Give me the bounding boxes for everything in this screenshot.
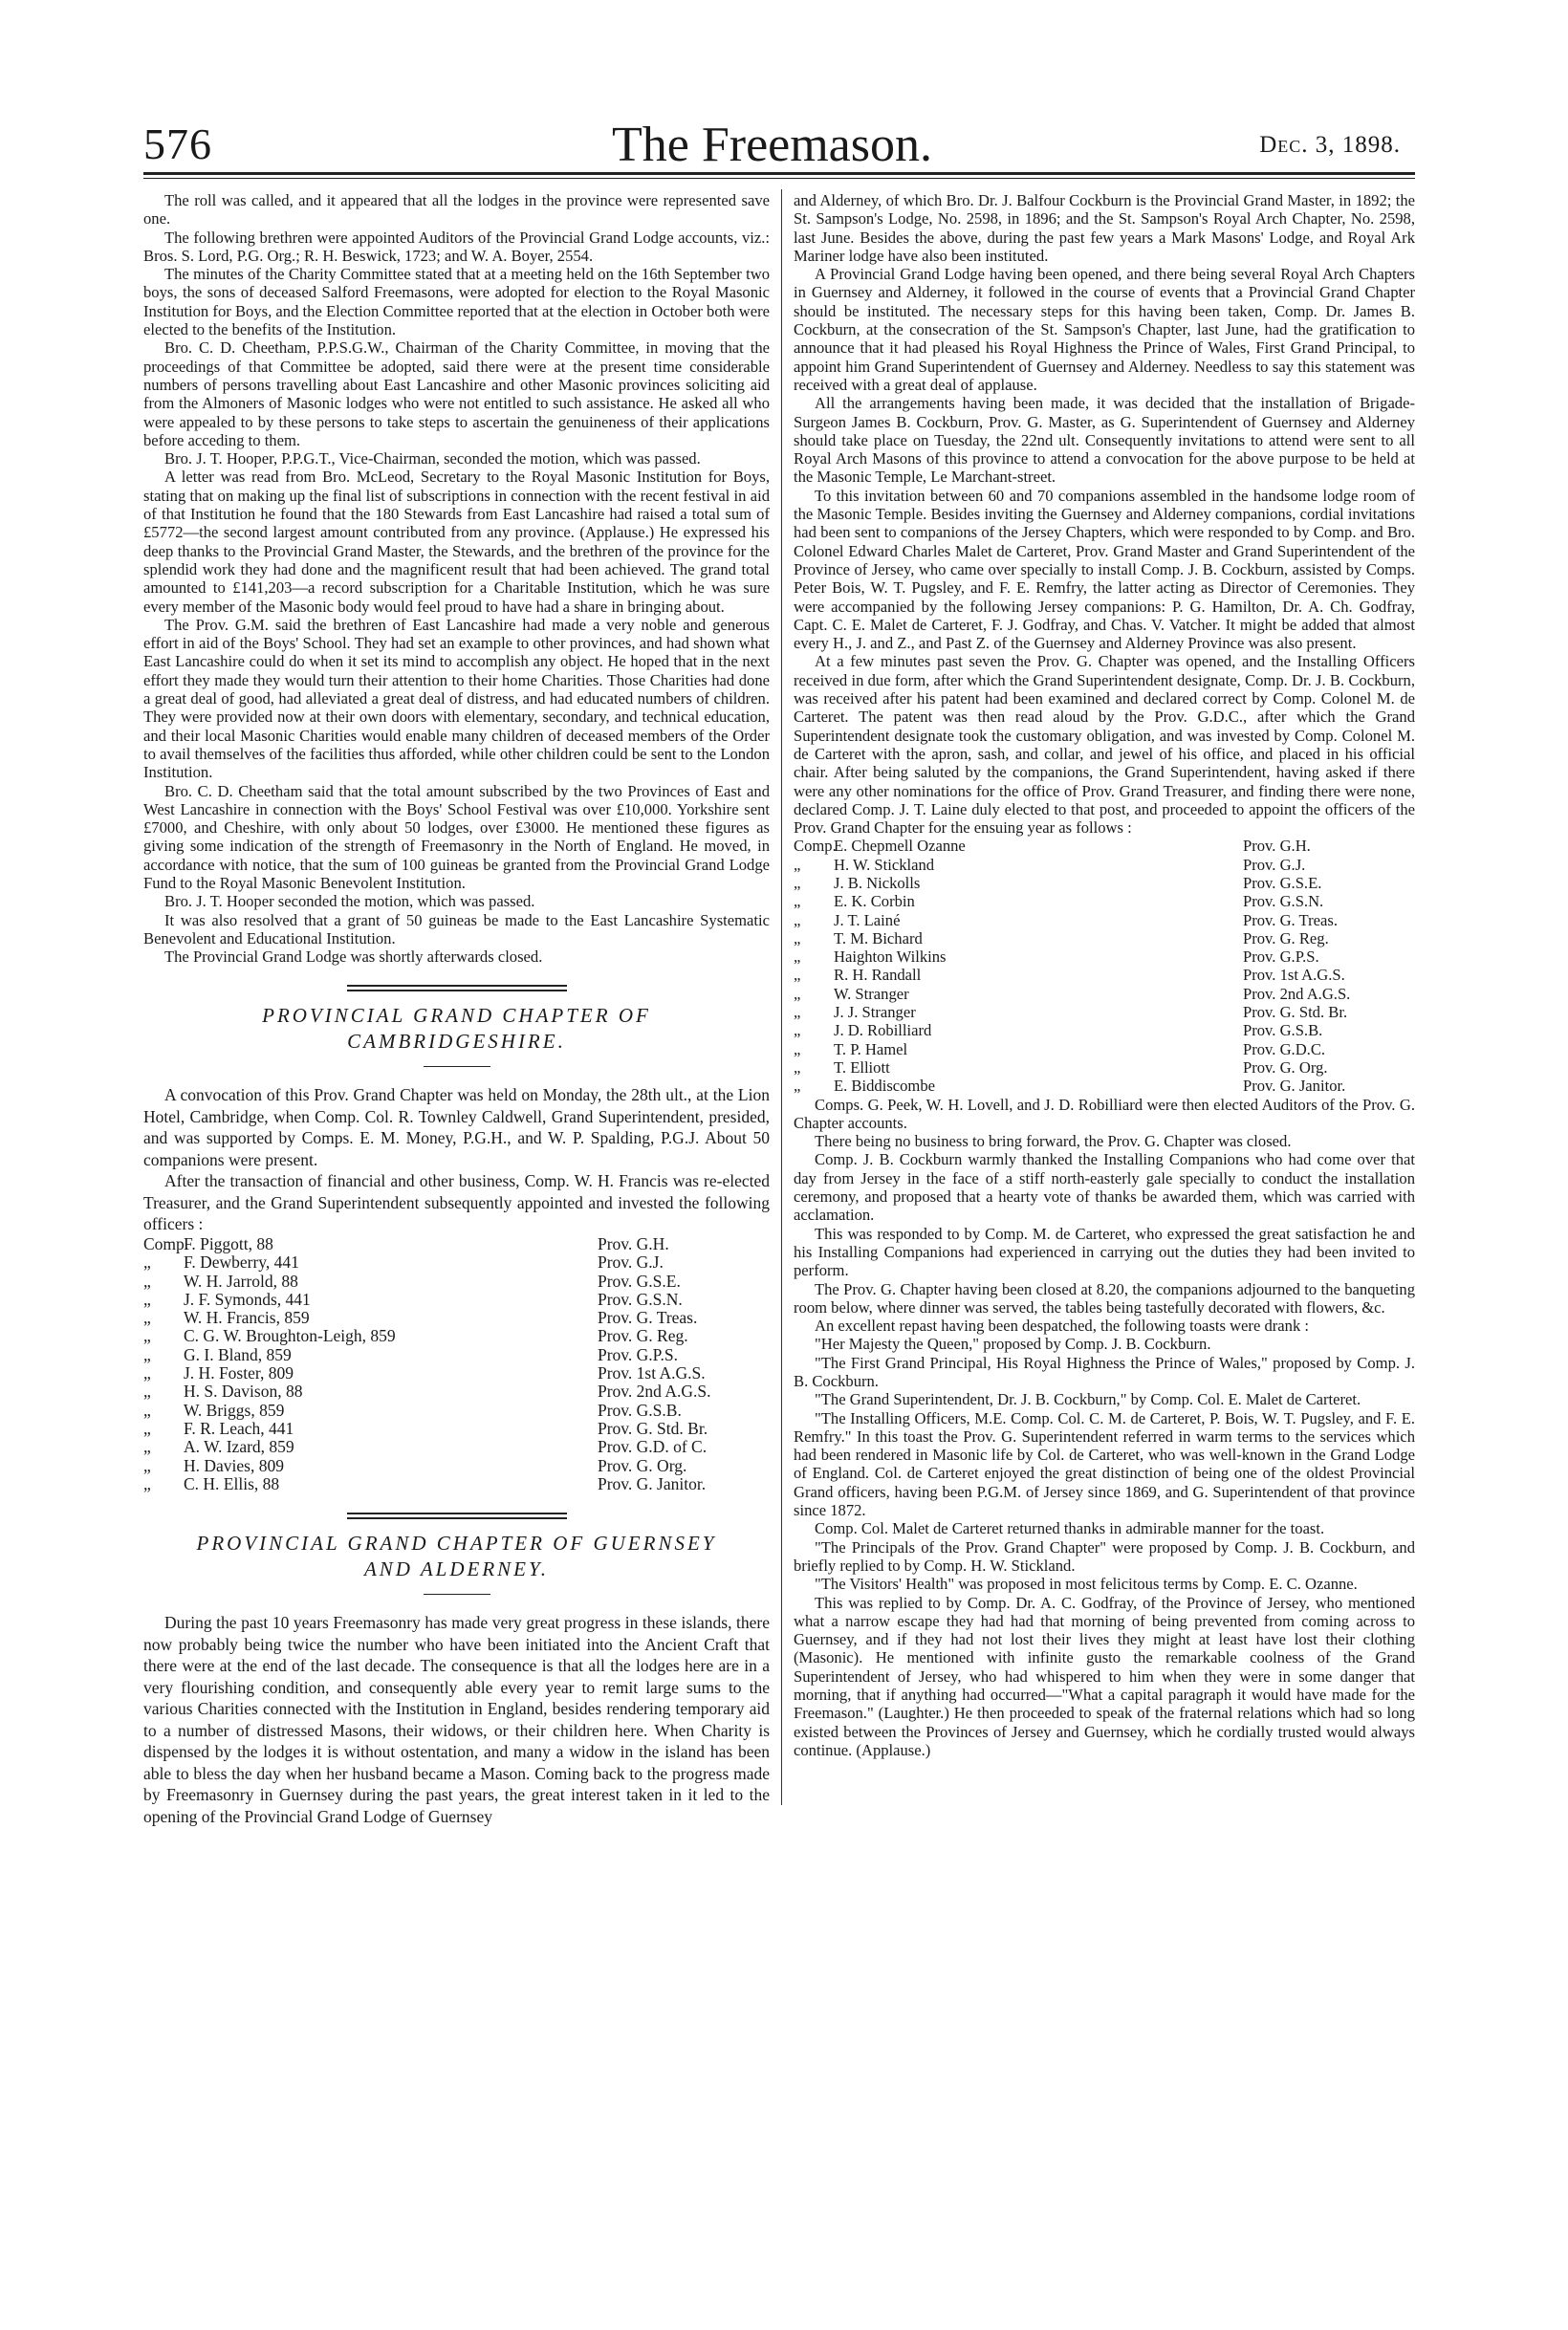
- officer-row: [143, 1273, 770, 1291]
- paragraph: An excellent repast having been despatched, the following toasts were drank :: [815, 1317, 1309, 1336]
- officer-name: C. G. W. Broughton-Leigh, 859: [184, 1326, 396, 1346]
- section-rule: [347, 985, 567, 991]
- officer-office: Prov. 1st A.G.S.: [1243, 966, 1345, 985]
- paragraph: A Provincial Grand Lodge having been opened, and there being several Royal Arch Chapters in Guernsey and Alderney, it followed in the course of events that a Provincial Grand Chapter should be instituted. The necessary steps for this having been taken, Comp. Dr. James B. Cockburn, at the consecration of the St. Sampson's Chapter, last June, had the gratification to announce that it had pleased his Royal Highness the Prince of Wales, First Grand Principal, to appoint him Grand Superintendent of Guernsey and Alderney. Needless to say this statement was received with a great deal of applause.: [794, 265, 1415, 394]
- officer-office: Prov. G.P.S.: [598, 1344, 678, 1364]
- officer-prefix: Comp.: [143, 1233, 189, 1253]
- officer-office: Prov. G. Treas.: [598, 1308, 698, 1328]
- officer-row: [143, 1420, 770, 1438]
- officer-prefix: „: [794, 1077, 801, 1096]
- officer-name: H. W. Stickland: [834, 855, 935, 874]
- paragraph: Comps. G. Peek, W. H. Lovell, and J. D. Robilliard were then elected Auditors of the Prov. G. Chapter accounts.: [794, 1095, 1415, 1132]
- officer-office: Prov. G. Treas.: [1243, 910, 1338, 929]
- officer-prefix: „: [143, 1400, 151, 1420]
- officer-name: F. Dewberry, 441: [184, 1252, 299, 1273]
- officer-office: Prov. 1st A.G.S.: [598, 1363, 706, 1383]
- paragraph: and Alderney, of which Bro. Dr. J. Balfour Cockburn is the Provincial Grand Master, in 1892; the St. Sampson's Lodge, No. 2598, in 1896; and the St. Sampson's Royal Arch Chapter, No. 2598, last June. Besides the above, during the past few years a Mark Masons' Lodge, and Royal Ark Mariner lodge have also been instituted.: [794, 191, 1415, 265]
- paragraph: Bro. J. T. Hooper, P.P.G.T., Vice-Chairman, seconded the motion, which was passed.: [164, 449, 701, 468]
- toast: "The Principals of the Prov. Grand Chapter" were proposed by Comp. J. B. Cockburn, and briefly replied to by Comp. H. W. Stickland.: [794, 1537, 1415, 1575]
- officer-row: [794, 837, 1415, 855]
- publication-title: The Freemason.: [611, 118, 932, 172]
- officer-row: [143, 1327, 770, 1345]
- masthead: [143, 118, 1401, 172]
- officer-name: W. Stranger: [834, 984, 909, 1003]
- officer-prefix: „: [143, 1308, 151, 1328]
- paragraph: The Provincial Grand Lodge was shortly afterwards closed.: [164, 947, 543, 967]
- masthead-rule: [143, 172, 1415, 179]
- officer-row: [794, 856, 1415, 874]
- heading-underline: [424, 1594, 490, 1595]
- paragraph: The roll was called, and it appeared that all the lodges in the province were represented save one.: [143, 191, 770, 229]
- officer-prefix: „: [794, 1021, 801, 1040]
- officer-office: Prov. G.D. of C.: [598, 1437, 708, 1457]
- toast: "Her Majesty the Queen," proposed by Comp. J. B. Cockburn.: [815, 1335, 1211, 1354]
- officer-prefix: „: [794, 1057, 801, 1077]
- officer-prefix: „: [143, 1455, 151, 1475]
- officer-prefix: „: [143, 1344, 151, 1364]
- officer-name: T. Elliott: [834, 1057, 890, 1077]
- officer-name: G. I. Bland, 859: [184, 1344, 292, 1364]
- officer-prefix: „: [143, 1289, 151, 1309]
- officer-prefix: „: [794, 984, 801, 1003]
- officer-name: W. H. Jarrold, 88: [184, 1271, 298, 1291]
- officer-name: J. H. Foster, 809: [184, 1363, 294, 1383]
- officer-office: Prov. 2nd A.G.S.: [598, 1382, 711, 1402]
- officer-prefix: „: [794, 966, 801, 985]
- officer-office: Prov. 2nd A.G.S.: [1243, 984, 1351, 1003]
- officer-row: [143, 1475, 770, 1493]
- officer-office: Prov. G. Std. Br.: [598, 1418, 708, 1438]
- officer-name: C. H. Ellis, 88: [184, 1473, 280, 1493]
- officer-prefix: „: [794, 855, 801, 874]
- toast: "The First Grand Principal, His Royal Highness the Prince of Wales," proposed by Comp. J. B. Cockburn.: [794, 1353, 1415, 1390]
- officer-prefix: „: [794, 947, 801, 967]
- officer-name: T. P. Hamel: [834, 1039, 908, 1058]
- officer-name: J. J. Stranger: [834, 1003, 916, 1022]
- paragraph: Bro. C. D. Cheetham said that the total amount subscribed by the two Provinces of East and West Lancashire in connection with the Boys' School Festival was over £10,000. Yorkshire sent £7000, and Cheshire, with only about 50 lodges, over £3000. He mentioned these figures as giving some indication of the strength of Freemasonry in the North of England. He moved, in accordance with notice, that the sum of 100 guineas be granted from the Provincial Grand Lodge Fund to the Royal Masonic Benevolent Institution.: [143, 781, 770, 892]
- paragraph: During the past 10 years Freemasonry has made very great progress in these islands, there now probably being twice the number who have been initiated into the Ancient Craft that there were at the end of the last decade. The consequence is that all the lodges here are in a very flourishing condition, and consequently able every year to remit large sums to the various Charities connected with the Institution in England, besides rendering temporary aid to a number of distressed Masons, their widows, or their children here. When Charity is dispensed by the lodges it is without ostentation, and many a widow in the island has been able to bless the day when her husband became a Mason. Coming back to the progress made by Freemasonry in Guernsey during the past years, the great interest taken in it led to the opening of the Provincial Grand Lodge of Guernsey: [143, 1613, 770, 1826]
- officer-row: [143, 1235, 770, 1253]
- heading-underline: [424, 1066, 490, 1067]
- paragraph: It was also resolved that a grant of 50 guineas be made to the East Lancashire Systematic Benevolent and Educational Institution.: [143, 910, 770, 947]
- officer-name: R. H. Randall: [834, 966, 922, 985]
- officer-row: [143, 1457, 770, 1475]
- left-column: [143, 191, 770, 1827]
- officer-row: [143, 1309, 770, 1327]
- officer-name: E. K. Corbin: [834, 892, 915, 911]
- officer-row: [143, 1253, 770, 1272]
- officer-office: Prov. G. Org.: [1243, 1057, 1328, 1077]
- officer-office: Prov. G.D.C.: [1243, 1039, 1326, 1058]
- officer-office: Prov. G.H.: [1243, 837, 1311, 856]
- officer-name: J. F. Symonds, 441: [184, 1289, 311, 1309]
- officer-name: E. Biddiscombe: [834, 1077, 936, 1096]
- paragraph: Comp. J. B. Cockburn warmly thanked the Installing Companions who had come over that day from Jersey in the face of a stiff north-easterly gale specially to conduct the installation ceremony, and proposed that a hearty vote of thanks be awarded them, which was carried with acclamation.: [794, 1150, 1415, 1225]
- officer-row: [143, 1402, 770, 1420]
- column-divider: [781, 189, 782, 1805]
- officer-office: Prov. G. Org.: [598, 1455, 687, 1475]
- officer-office: Prov. G. Janitor.: [1243, 1077, 1346, 1096]
- section-heading-guernsey: PROVINCIAL GRAND CHAPTER OF GUERNSEY AND ALDERNEY.: [196, 1532, 717, 1581]
- officer-name: H. Davies, 809: [184, 1455, 284, 1475]
- paragraph: This was replied to by Comp. Dr. A. C. Godfray, of the Province of Jersey, who mentioned what a narrow escape they had had that morning of being prevented from coming across to Guernsey, and if they had not lost their lives they might at least have lost their clothing (Masonic). He mentioned with infinite gusto the remarkable coolness of the Grand Superintendent of Jersey, who had whispered to him when they were in some danger that morning, that if anything had occurred—"What a capital paragraph it would have made for the Freemason." (Laughter.) He then proceeded to speak of the fraternal relations which had so long existed between the Provinces of Jersey and Guernsey, which he cordially trusted would always continue. (Applause.): [794, 1593, 1415, 1759]
- officer-prefix: „: [143, 1326, 151, 1346]
- officer-office: Prov. G.S.B.: [1243, 1021, 1323, 1040]
- officer-row: [794, 985, 1415, 1003]
- officer-name: F. R. Leach, 441: [184, 1418, 294, 1438]
- officer-office: Prov. G.J.: [598, 1252, 664, 1273]
- officer-row: [143, 1346, 770, 1364]
- officer-prefix: Comp.: [794, 837, 837, 856]
- paragraph: The Prov. G.M. said the brethren of East Lancashire had made a very noble and generous effort in aid of the Boys' School. They had set an example to other provinces, and had shown what East Lancashire could do when it set its mind to accomplish any object. He hoped that in the next effort they made they would turn their attention to their home Charities. Those Charities had done a great deal of good, had alleviated a great deal of distress, and had educated numbers of children. They were provided now at their own doors with elementary, secondary, and technical education, and their local Masonic Charities would enable many children of deceased members of the Order to avail themselves of the facilities thus afforded, while other children could be sent to the London Institution.: [143, 615, 770, 782]
- officer-row: [794, 929, 1415, 947]
- officer-row: [794, 966, 1415, 984]
- officer-prefix: „: [143, 1271, 151, 1291]
- officer-list-cambridgeshire: [143, 1235, 770, 1493]
- paragraph: The minutes of the Charity Committee stated that at a meeting held on the 16th September two boys, the sons of deceased Salford Freemasons, were adopted for election to the Royal Masonic Institution for Boys, and the Election Committee reported that at the election in October both were elected to the benefits of the Institution.: [143, 265, 770, 339]
- paragraph: A convocation of this Prov. Grand Chapter was held on Monday, the 28th ult., at the Lion Hotel, Cambridge, when Comp. Col. R. Townley Caldwell, Grand Superintendent, presided, and was supported by Comps. E. M. Money, P.G.H., and W. P. Spalding, P.G.J. About 50 companions were present.: [143, 1085, 770, 1169]
- officer-office: Prov. G.S.E.: [598, 1271, 681, 1291]
- officer-office: Prov. G. Reg.: [1243, 928, 1329, 947]
- toast: "The Visitors' Health" was proposed in most felicitous terms by Comp. E. C. Ozanne.: [815, 1575, 1358, 1594]
- officer-row: [794, 947, 1415, 966]
- paragraph: All the arrangements having been made, it was decided that the installation of Brigade-Surgeon James B. Cockburn, Prov. G. Master, as G. Superintendent of Guernsey and Alderney should take place on Tuesday, the 22nd ult. Consequently invitations to attend were sent to all Royal Arch Masons of this province to attend a convocation for the above purpose to be held at the Masonic Temple, Le Marchant-street.: [794, 394, 1415, 487]
- officer-prefix: „: [143, 1382, 151, 1402]
- paragraph: To this invitation between 60 and 70 companions assembled in the handsome lodge room of the Masonic Temple. Besides inviting the Guernsey and Alderney companions, cordial invitations had been sent to companions of the Jersey Chapters, which were responded to by Comp. and Bro. Colonel Edward Charles Malet de Carteret, Prov. Grand Master and Grand Superintendent of the Province of Jersey, who came over specially to install Comp. J. B. Cockburn, assisted by Comps. Peter Bois, W. T. Pugsley, and F. E. Remfry, the latter acting as Director of Ceremonies. They were accompanied by the following Jersey companions: P. G. Hamilton, Dr. A. Ch. Godfray, Capt. C. E. Malet de Carteret, F. J. Godfray, and Chas. V. Vatcher. It might be added that almost every H., J. and Z., and Past Z. of the Guernsey and Alderney Province was also present.: [794, 486, 1415, 653]
- officer-name: J. T. Lainé: [834, 910, 901, 929]
- officer-prefix: „: [794, 873, 801, 892]
- officer-prefix: „: [794, 910, 801, 929]
- officer-prefix: „: [794, 1003, 801, 1022]
- officer-list-guernsey: [794, 837, 1415, 1095]
- officer-name: Haighton Wilkins: [834, 947, 947, 967]
- officer-office: Prov. G. Std. Br.: [1243, 1003, 1348, 1022]
- issue-date: Dec. 3, 1898.: [1259, 132, 1401, 158]
- section-rule: [347, 1513, 567, 1519]
- officer-office: Prov. G. Janitor.: [598, 1473, 707, 1493]
- paragraph: After the transaction of financial and other business, Comp. W. H. Francis was re-elected Treasurer, and the Grand Superintendent subsequently appointed and invested the following officers :: [143, 1171, 770, 1234]
- officer-row: [794, 892, 1415, 910]
- officer-row: [143, 1383, 770, 1401]
- paragraph: This was responded to by Comp. M. de Carteret, who expressed the great satisfaction he and his Installing Companions had experienced in carrying out the duties they had been invited to perform.: [794, 1224, 1415, 1280]
- page-number: 576: [143, 120, 212, 168]
- paragraph: At a few minutes past seven the Prov. G. Chapter was opened, and the Installing Officers received in due form, after which the Grand Superintendent designate, Comp. Dr. J. B. Cockburn, was received after his patent had been examined and declared correct by Comp. Colonel M. de Carteret. The patent was then read aloud by the Prov. G.D.C., after which the Grand Superintendent designate took the customary obligation, and was invested by Comp. Colonel M. de Carteret with the apron, sash, and collar, and jewel of his office, and placed in his official chair. After being saluted by the companions, the Grand Superintendent, having asked if there were any other nominations for the office of Prov. Grand Treasurer, and finding there were none, declared Comp. J. T. Laine duly elected to that post, and proceeded to appoint the officers of the Prov. Grand Chapter for the ensuing year as follows :: [794, 652, 1415, 838]
- officer-name: W. Briggs, 859: [184, 1400, 285, 1420]
- officer-row: [794, 1040, 1415, 1058]
- officer-name: E. Chepmell Ozanne: [834, 837, 966, 856]
- officer-row: [794, 911, 1415, 929]
- officer-row: [143, 1364, 770, 1383]
- paragraph: A letter was read from Bro. McLeod, Secretary to the Royal Masonic Institution for Boys, stating that on making up the final list of subscriptions in connection with the recent festival in aid of that Institution he found that the 180 Stewards from East Lancashire had raised a total sum of £5772—the second largest amount contributed from any province. (Applause.) He expressed his deep thanks to the Provincial Grand Master, the Stewards, and the brethren of the province for the splendid work they had done and the magnificent result that had been achieved. The grand total amounted to £141,203—a record subscription for a Charitable Institution, which he was sure every member of the Masonic body would feel proud to have had a share in bringing about.: [143, 468, 770, 616]
- officer-office: Prov. G.S.N.: [1243, 892, 1324, 911]
- officer-prefix: „: [794, 892, 801, 911]
- officer-row: [143, 1291, 770, 1309]
- officer-row: [794, 1021, 1415, 1039]
- officer-name: W. H. Francis, 859: [184, 1308, 310, 1328]
- paragraph: Bro. J. T. Hooper seconded the motion, which was passed.: [164, 892, 535, 911]
- officer-name: J. D. Robilliard: [834, 1021, 932, 1040]
- officer-prefix: „: [143, 1473, 151, 1493]
- paragraph: Bro. C. D. Cheetham, P.P.S.G.W., Chairman of the Charity Committee, in moving that the proceedings of that Committee be adopted, said there were at the present time considerable numbers of persons travelling about East Lancashire and other Masonic provinces soliciting aid from the Almoners of Masonic lodges who were not entitled to such assistance. He asked all who were appealed to by these persons to take steps to ascertain the genuineness of their applications before acceding to them.: [143, 338, 770, 449]
- officer-row: [794, 1077, 1415, 1095]
- right-column: [794, 191, 1415, 1759]
- officer-prefix: „: [143, 1363, 151, 1383]
- officer-name: F. Piggott, 88: [184, 1233, 273, 1253]
- officer-prefix: „: [143, 1437, 151, 1457]
- officer-prefix: „: [794, 928, 801, 947]
- officer-row: [794, 874, 1415, 892]
- toast: "The Grand Superintendent, Dr. J. B. Cockburn," by Comp. Col. E. Malet de Carteret.: [815, 1390, 1361, 1409]
- officer-name: T. M. Bichard: [834, 928, 923, 947]
- officer-row: [794, 1003, 1415, 1021]
- officer-name: A. W. Izard, 859: [184, 1437, 294, 1457]
- officer-name: J. B. Nickolls: [834, 873, 921, 892]
- officer-office: Prov. G.H.: [598, 1233, 669, 1253]
- paragraph: The Prov. G. Chapter having been closed at 8.20, the companions adjourned to the banqueting room below, where dinner was served, the tables being tastefully decorated with flowers, &c.: [794, 1279, 1415, 1317]
- officer-office: Prov. G.P.S.: [1243, 947, 1319, 967]
- officer-prefix: „: [794, 1039, 801, 1058]
- officer-office: Prov. G. Reg.: [598, 1326, 688, 1346]
- paragraph: The following brethren were appointed Auditors of the Provincial Grand Lodge accounts, viz.: Bros. S. Lord, P.G. Org.; R. H. Beswick, 1723; and W. A. Boyer, 2554.: [143, 228, 770, 265]
- officer-office: Prov. G.S.E.: [1243, 873, 1322, 892]
- officer-prefix: „: [143, 1418, 151, 1438]
- officer-office: Prov. G.S.B.: [598, 1400, 682, 1420]
- paragraph: There being no business to bring forward, the Prov. G. Chapter was closed.: [815, 1132, 1292, 1151]
- officer-row: [794, 1058, 1415, 1077]
- toast: "The Installing Officers, M.E. Comp. Col. C. M. de Carteret, P. Bois, W. T. Pugsley, and F. E. Remfry." In this toast the Prov. G. Superintendent referred in warm terms to the services which had been rendered in Masonic life by Col. de Carteret, who was well-known in the Grand Lodge of England. Col. de Carteret enjoyed the great distinction of being one of the oldest Provincial Grand officers, having been P.G.M. of Jersey since 1869, and G. Superintendent of that province since 1872.: [794, 1408, 1415, 1520]
- paragraph: Comp. Col. Malet de Carteret returned thanks in admirable manner for the toast.: [815, 1519, 1325, 1538]
- officer-prefix: „: [143, 1252, 151, 1273]
- officer-office: Prov. G.J.: [1243, 855, 1306, 874]
- officer-row: [143, 1438, 770, 1456]
- section-heading-cambridgeshire: PROVINCIAL GRAND CHAPTER OF CAMBRIDGESHIRE.: [262, 1004, 651, 1054]
- officer-name: H. S. Davison, 88: [184, 1382, 303, 1402]
- officer-office: Prov. G.S.N.: [598, 1289, 683, 1309]
